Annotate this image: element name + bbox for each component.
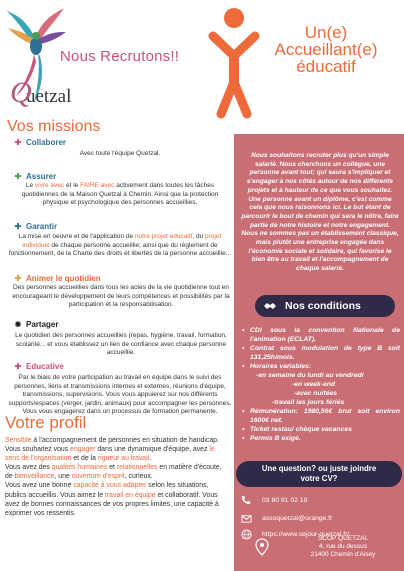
plus-icon: ✚ [14, 138, 22, 147]
condition-subitem: -travail les jours fériés [272, 399, 345, 406]
mission-title-animer [13, 274, 101, 283]
text-run: et le [64, 182, 81, 189]
address-line-3: 21400 Chemin d'Aisey [310, 551, 376, 558]
contact-email[interactable] [240, 512, 332, 524]
job-title-line-1: Un(e) [304, 23, 348, 42]
mission-body-animer: Des personnes accueillies dans tous les actes de la vie quotidienne tout en encourageant le développement de leurs compétences et possibilités par la participation et la responsabilisation. [12, 284, 230, 309]
email-icon [240, 512, 252, 524]
recruiting-banner: Nous Recrutons!! [60, 48, 180, 65]
handshake-icon [263, 299, 277, 313]
mission-title-educative [13, 362, 64, 371]
mission-title-garantir [13, 222, 57, 231]
mission-title-label: Educative [26, 362, 64, 371]
highlight-text: projet individuel [22, 233, 222, 249]
highlight-text: engager [70, 446, 96, 454]
job-title [246, 24, 404, 75]
location-pin-icon [255, 538, 269, 556]
text-run: en matière d'écoute, de [5, 464, 222, 481]
highlight-text: travail en équipe [104, 491, 156, 499]
plus-icon: ✚ [14, 362, 22, 371]
highlight-text: FAIRE avec [80, 182, 115, 189]
mission-body-partager: Le quotidien des personnes accueillies (repas, hygiène, travail, formation, scolarité... et vous établissez un lien de confiance avec chaque personne accueillie. [15, 332, 227, 357]
brand-name: Q uetzal [10, 76, 72, 109]
text-run: Vous avez une bonne [5, 482, 74, 490]
text-run: , curieux. [124, 473, 153, 481]
mission-title-label: Collaborer [26, 138, 67, 147]
job-title-line-3: éducatif [296, 57, 356, 76]
mission-title-label: Animer le quotidien [26, 274, 101, 283]
mission-title-assurer [13, 172, 56, 181]
highlight-text: rigueur au travail [97, 455, 150, 463]
condition-subitem: -avec nuitées [294, 390, 338, 397]
address-line-2: 4, rue du dessus [318, 543, 368, 550]
phone-number: 03 80 91 02 19 [262, 496, 308, 504]
condition-subitem: -en week-end [292, 381, 336, 388]
plus-icon: ✚ [14, 222, 22, 231]
condition-item: • Rémunération: 1980,56€ brut soit environ 1600€ net. [242, 407, 400, 425]
conditions-list [242, 326, 400, 443]
mission-title-collaborer [13, 138, 66, 147]
text-run: . [149, 455, 152, 463]
condition-item: • Ticket restau/ chèque vacances [242, 425, 400, 434]
contact-question-line-1: Une question? ou juste joindre [261, 464, 377, 473]
plus-icon: ✚ [14, 172, 22, 181]
contact-phone[interactable] [240, 494, 307, 506]
mission-title-label: Garantir [26, 222, 58, 231]
text-run: à l'accompagnement de personnes en situation de handicap. [31, 437, 219, 444]
postal-address [288, 535, 398, 559]
phone-icon [240, 494, 252, 506]
highlight-text: le sens de l'organisation [5, 446, 215, 463]
highlight-text: notre projet éducatif [134, 233, 193, 240]
plus-icon: ✚ [14, 274, 22, 283]
job-title-line-2: Accueillant(e) [274, 40, 378, 59]
highlight-text: bienveillance [14, 473, 55, 481]
text-run: et collaboratif. Vous avez de bonnes connaissances de vos propres limites, une capacité à exprimer vos ressentis. [5, 491, 219, 517]
contact-question-line-2: votre CV? [300, 474, 338, 483]
address-line-1: SCOP QUETZAL [317, 535, 369, 542]
text-run: et [107, 464, 117, 472]
text-run: , du [192, 233, 205, 240]
profile-text [5, 436, 229, 518]
highlight-text: capacité à vous adapter [73, 482, 147, 490]
text-run: selon les situations, publics accueillis. Vous aimez le [5, 482, 209, 499]
condition-subitem: -en semaine du lundi au vendredi [256, 372, 364, 379]
text-run: , une [54, 473, 72, 481]
text-run: Vous souhaitez vous [5, 446, 71, 454]
contact-question [236, 461, 402, 487]
highlight-text: qualités humaines [51, 464, 108, 472]
highlight-text: ouverture d'esprit [71, 473, 125, 481]
condition-item: • CDI sous la convention Nationale de l'animation (ECLAT). [242, 326, 400, 344]
conditions-heading-label: Nos conditions [285, 300, 361, 312]
profile-heading: Votre profil [5, 413, 87, 432]
mission-title-label: Partager [26, 320, 59, 329]
text-run: Le [25, 182, 35, 189]
condition-item: • Horaires variables: [242, 362, 400, 371]
website-url: https://www.sejour-quetzal.fr/ [262, 530, 350, 538]
missions-heading: Vos missions [7, 118, 101, 135]
mission-body-assurer [10, 182, 230, 208]
globe-icon [240, 528, 252, 540]
text-run: dans une dynamique d'équipe, avez [95, 446, 210, 454]
text-run: La mise en oeuvre et de l'application de [18, 233, 135, 240]
mission-body-educative: Par le biais de votre participation au travail en équipe dans le suivi des personnes, liens et transmissions internes et externes, réunions d'équipe, transmissions, supervisions. Vous vous appuierez sur nos différents supports/espaces (verger, jardin, animaux) pour accompagner les personnes. Vous vous engagerez dans un processus de formation permanente. [8, 374, 232, 416]
text-run: activement dans toutes les tâches quotidiennes de la Maison Quetzal à Chemin. Ainsi que la protection physique et psychologique des personnes accueillies. [21, 182, 219, 207]
mission-body-garantir [8, 233, 232, 259]
gear-icon: ✹ [14, 320, 22, 329]
mission-title-partager [13, 320, 58, 329]
email-address: assoquetzal@orange.fr [262, 514, 333, 522]
text-run: Vous avez des [5, 464, 52, 472]
highlight-text: vivre avec [34, 182, 65, 189]
mission-body-collaborer: Avec toute l'équipe Quetzal. [79, 150, 161, 157]
condition-item: • Permis B exigé. [242, 434, 400, 443]
highlight-text: Sensible [5, 437, 32, 444]
conditions-heading [255, 295, 395, 317]
text-run: de chaque personne accueillie; ainsi que du règlement de fonctionnement, de la Charte des droits et libertés de la personne accueillie... [8, 241, 232, 258]
condition-item: • Contrat sous modulation de type B soit 131,25h/mois. [242, 344, 400, 362]
highlight-text: relationnelles [116, 464, 158, 472]
mission-title-label: Assurer [26, 172, 57, 181]
intro-paragraph: Nous souhaitons recruter plus qu'un simple salarié. Nous cherchons un collègue, une personne avant tout; qui saura s'impliquer et s'engager à nos côtés autour de nos différents projets et à hauteur de ce que vous souhaitez. Une personne avant un diplôme, c'est comme cela que nous raisonnons ici. Le but étant de parcourir le bout de chemin qui sera le nôtre, faire partie de notre histoire et notre engagement. Nous ne sommes pas un établissement classique, mais plutôt une entreprise engagée dans l'économie sociale et solidaire, qui favorise le bien être au travail et l'accompagnement de chaque salarié. [241, 152, 399, 273]
text-run: et de la [71, 455, 98, 463]
